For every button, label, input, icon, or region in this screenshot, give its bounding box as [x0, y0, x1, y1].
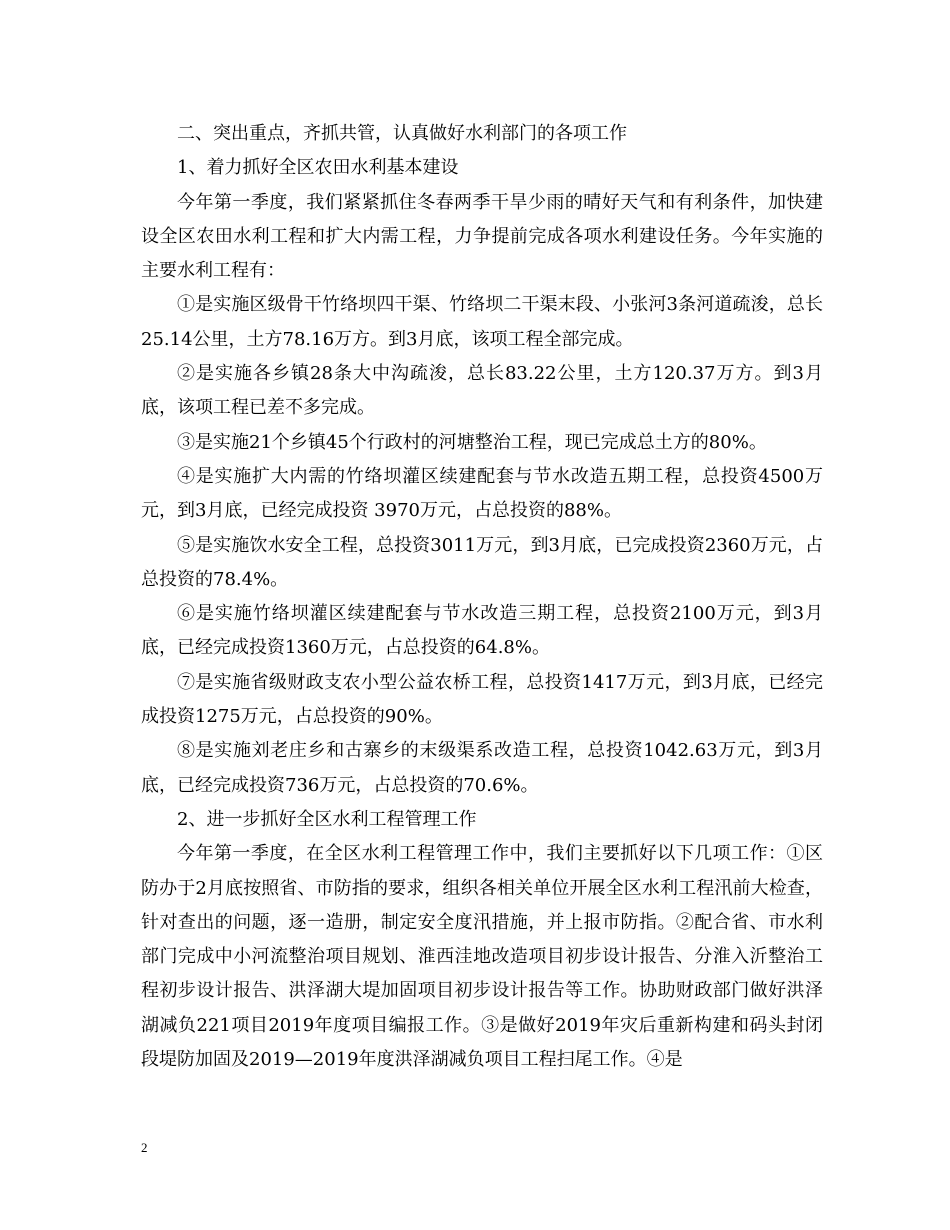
paragraph-management: 今年第一季度，在全区水利工程管理工作中，我们主要抓好以下几项工作：①区防办于2月底按照省、市防指的要求，组织各相关单位开展全区水利工程汛前大检查，针对查出的问题，逐一造册，制定安全度汛措施，并上报市防指。②配合省、市水利部门完成中小河流整治项目规划、淮西洼地改造项目初步设计报告、分淮入沂整治工程初步设计报告、洪泽湖大堤加固项目初步设计报告等工作。协助财政部门做好洪泽湖减负221项目2019年度项目编报工作。③是做好2019年灾后重新构建和码头封闭段堤防加固及2019—2019年度洪泽湖减负项目工程扫尾工作。④是 — [141, 843, 823, 1071]
subsection-heading: 1、着力抓好全区农田水利基本建设 — [177, 157, 459, 179]
list-item-6: ⑥是实施竹络坝灌区续建配套与节水改造三期工程，总投资2100万元，到3月底，已经完成投资1360万元，占总投资的64.8%。 — [141, 603, 823, 659]
document-body — [141, 117, 823, 1077]
list-item-1: ①是实施区级骨干竹络坝四干渠、竹络坝二干渠末段、小张河3条河道疏浚，总长25.14公里，土方78.16万方。到3月底，该项工程全部完成。 — [141, 294, 823, 350]
subsection-heading-2: 2、进一步抓好全区水利工程管理工作 — [177, 808, 477, 830]
paragraph-intro: 今年第一季度，我们紧紧抓住冬春两季干旱少雨的晴好天气和有利条件，加快建设全区农田水利工程和扩大内需工程，力争提前完成各项水利建设任务。今年实施的主要水利工程有： — [141, 191, 823, 282]
list-item-3: ③是实施21个乡镇45个行政村的河塘整治工程，现已完成总土方的80%。 — [177, 431, 767, 453]
list-item-8: ⑧是实施刘老庄乡和古寨乡的末级渠系改造工程，总投资1042.63万元，到3月底，已经完成投资736万元，占总投资的70.6%。 — [141, 740, 823, 796]
page-number: 2 — [141, 1140, 148, 1155]
list-item-2: ②是实施各乡镇28条大中沟疏浚，总长83.22公里，土方120.37万方。到3月底，该项工程已差不多完成。 — [141, 363, 823, 419]
list-item-5: ⑤是实施饮水安全工程，总投资3011万元，到3月底，已完成投资2360万元，占总投资的78.4%。 — [141, 534, 823, 590]
list-item-4: ④是实施扩大内需的竹络坝灌区续建配套与节水改造五期工程，总投资4500万元，到3月底，已经完成投资 3970万元，占总投资的88%。 — [141, 465, 823, 522]
section-heading: 二、突出重点，齐抓共管，认真做好水利部门的各项工作 — [177, 123, 627, 144]
list-item-7: ⑦是实施省级财政支农小型公益农桥工程，总投资1417万元，到3月底，已经完成投资1275万元，占总投资的90%。 — [141, 671, 823, 728]
